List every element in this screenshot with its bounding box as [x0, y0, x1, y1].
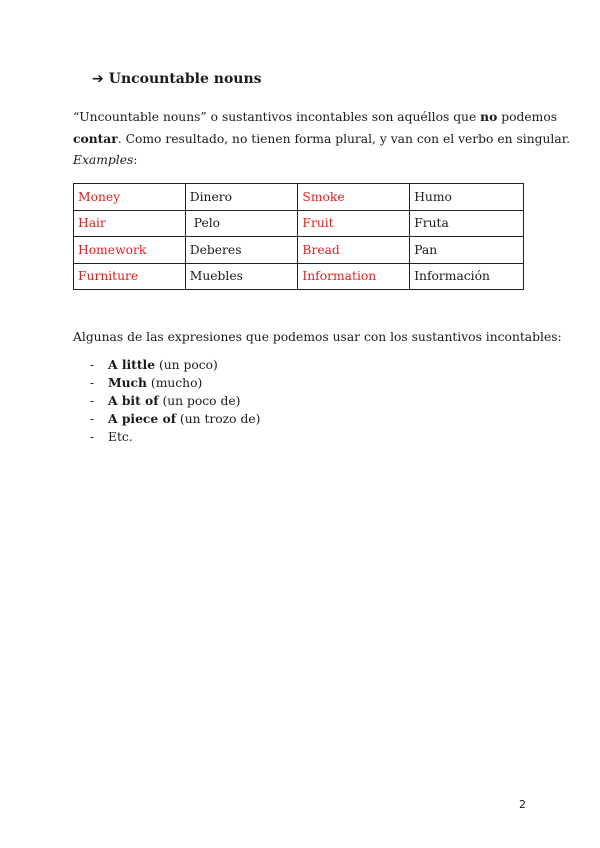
expression-translation: (un poco) — [155, 358, 218, 372]
section-heading — [92, 71, 262, 87]
expression-term: A little — [108, 357, 156, 372]
intro-bold-contar: contar — [73, 131, 118, 146]
spanish-word-cell: Pelo — [185, 210, 298, 237]
english-word-cell: Information — [298, 263, 410, 290]
expression-translation: (un trozo de) — [176, 412, 261, 426]
expression-term: A bit of — [108, 393, 159, 408]
intro-text: . Como resultado, no tienen forma plural, y van con el verbo en singular. — [117, 132, 571, 146]
table-row — [74, 210, 524, 237]
intro-paragraph — [73, 106, 571, 150]
list-dash: - — [90, 412, 95, 426]
spanish-word-cell: Fruta — [410, 210, 524, 237]
list-item — [90, 392, 260, 410]
arrow-icon: ➔ — [92, 71, 104, 87]
english-word-cell: Fruit — [298, 210, 410, 237]
list-item — [90, 410, 260, 428]
list-item — [90, 374, 260, 392]
vocabulary-table — [73, 183, 524, 290]
table-row — [74, 184, 524, 211]
table-row — [74, 237, 524, 264]
intro-text: podemos — [497, 110, 558, 124]
intro-line-2 — [73, 128, 571, 150]
expression-translation: Etc. — [108, 430, 133, 444]
list-dash: - — [90, 358, 95, 372]
spanish-word-cell: Deberes — [185, 237, 298, 264]
spanish-word-cell: Información — [410, 263, 524, 290]
spanish-word-cell: Dinero — [185, 184, 298, 211]
table-row — [74, 263, 524, 290]
expression-translation: (un poco de) — [158, 394, 241, 408]
english-word-cell: Homework — [74, 237, 186, 264]
examples-label-text: Examples — [73, 153, 134, 167]
expression-term: Much — [108, 375, 147, 390]
expression-translation: (mucho) — [146, 376, 203, 390]
english-word-cell: Bread — [298, 237, 410, 264]
list-dash: - — [90, 376, 95, 390]
examples-colon: : — [133, 153, 138, 167]
spanish-word-cell: Humo — [410, 184, 524, 211]
list-dash: - — [90, 430, 95, 444]
english-word-cell: Furniture — [74, 263, 186, 290]
expression-term: A piece of — [108, 411, 176, 426]
expressions-list — [90, 356, 260, 446]
list-item — [90, 356, 260, 374]
english-word-cell: Money — [74, 184, 186, 211]
list-item — [90, 428, 260, 446]
english-word-cell: Hair — [74, 210, 186, 237]
intro-bold-no: no — [480, 109, 498, 124]
examples-label — [73, 153, 137, 167]
list-dash: - — [90, 394, 95, 408]
spanish-word-cell: Muebles — [185, 263, 298, 290]
english-word-cell: Smoke — [298, 184, 410, 211]
expressions-intro: Algunas de las expresiones que podemos usar con los sustantivos incontables: — [73, 330, 562, 344]
section-title: Uncountable nouns — [108, 71, 262, 87]
spanish-word-cell: Pan — [410, 237, 524, 264]
page-number: 2 — [519, 798, 526, 811]
intro-text: “Uncountable nouns” o sustantivos incontables son aquéllos que — [73, 110, 481, 124]
intro-line-1 — [73, 106, 558, 128]
